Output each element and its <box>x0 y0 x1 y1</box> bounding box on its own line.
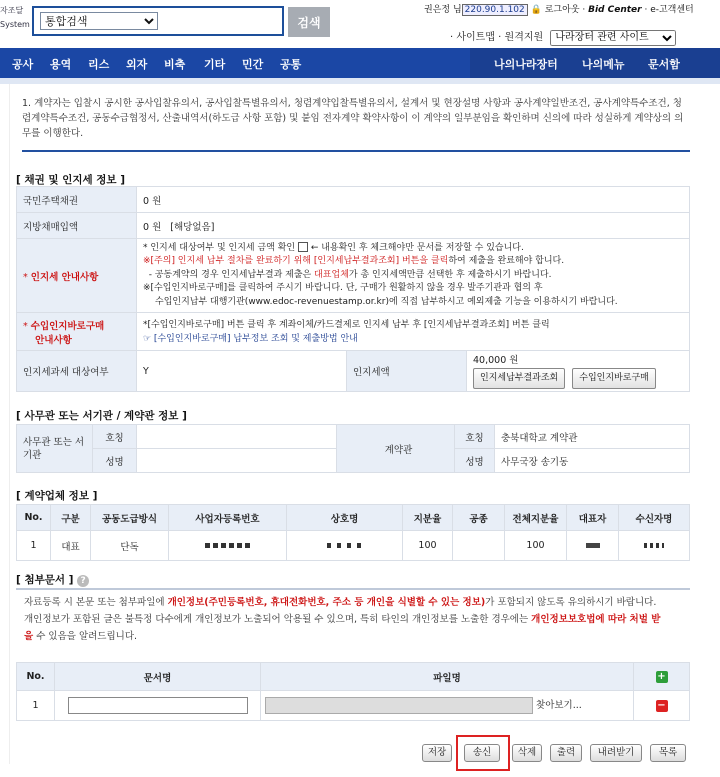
stamp-label-cell: * 인지세 안내사항 <box>17 239 137 313</box>
col-header: 사업자등록번호 <box>169 505 287 531</box>
left-gutter <box>0 84 10 764</box>
cell: 대표 <box>51 531 91 561</box>
add-cell <box>634 663 690 691</box>
nav-underline <box>0 78 720 84</box>
col-header: 공동도급방식 <box>91 505 169 531</box>
office-table <box>16 424 690 473</box>
confirm-checkbox[interactable] <box>298 242 308 252</box>
bidcenter-link[interactable]: Bid Center <box>588 5 642 15</box>
stamp-line3a: - 공동계약의 경우 인지세납부결과 제출은 <box>148 269 312 280</box>
user-name: 권은정 님 <box>424 5 462 15</box>
nav-item[interactable]: 리스 <box>88 58 110 71</box>
target-label: 인지세과세 대상여부 <box>17 351 137 392</box>
nav-item[interactable]: 공사 <box>12 58 34 71</box>
download-button[interactable]: 내려받기 <box>590 744 642 762</box>
cell: 100 <box>403 531 453 561</box>
stamp-label: 인지세 안내사항 <box>30 271 99 283</box>
local-value: 0 원 [해당없음] <box>137 213 690 239</box>
util-bar-2: · 사이트맵 · 원격지원 나라장터 관련 사이트 <box>450 28 720 46</box>
office-section-title: [ 사무관 또는 서기관 / 계약관 정보 ] <box>16 410 187 422</box>
col-header: 대표자 <box>567 505 619 531</box>
col-header: 전체지분율 <box>505 505 567 531</box>
nav-my-menu[interactable]: 나의메뉴 <box>582 58 625 71</box>
stamp-line3c: 가 총 인지세액만큼 선택한 후 제출하시기 바랍니다. <box>348 269 552 280</box>
print-button[interactable]: 출력 <box>550 744 582 762</box>
logo-subtext: System <box>0 20 30 29</box>
search-category-select[interactable] <box>40 12 158 30</box>
stamp-line2b: [인지세납부결과조회] 버튼을 클릭 <box>313 256 449 267</box>
buy-info <box>137 313 690 351</box>
privacy-l1a: 자료등록 시 본문 또는 첨부파일에 <box>24 597 168 608</box>
privacy-l1b: 개인정보(주민등록번호, 휴대전화번호, 주소 등 개인을 식별할 수 있는 정보) <box>167 597 486 608</box>
stamp-line3b: 대표업체 <box>314 269 349 280</box>
doc-name-cell <box>55 691 261 721</box>
customer-center-link[interactable]: e-고객센터 <box>650 5 694 15</box>
buy-label-cell: * 수입인지바로구매 안내사항 <box>17 313 137 351</box>
stamp-info <box>137 239 690 313</box>
cell: 단독 <box>91 531 169 561</box>
nav-my-nara[interactable]: 나의나라장터 <box>494 58 558 71</box>
contract-notice: 1. 계약자는 입찰시 공시한 공사입찰유의서, 공사입찰특별유의서, 청렴계약입찰특별유의서, 설계서 및 현장설명 사항과 공사계약일반조건, 공사계약특수조건, 청렴계약특수조건, 공동수급협정서, 산출내역서(하도급 사항 포함) 및 붙임 전자계약 확약사항이 이 계약의 일부분임을 확인하며 신의에 따라 성실하게 계약상의 의무를 이행한다. <box>22 98 684 139</box>
search-button[interactable]: 검색 <box>288 7 330 37</box>
stamp-line1b: ← 내용확인 후 체크해야만 문서를 저장할 수 있습니다. <box>310 242 524 253</box>
amount-value: 40,000 원 <box>473 355 519 366</box>
stamp-line2a: ※[주의] 인지세 납부 절차를 완료하기 위해 <box>143 256 311 267</box>
company-section-title: [ 계약업체 정보 ] <box>16 490 98 502</box>
amount-label: 인지세액 <box>347 351 467 392</box>
stamp-line1a: * 인지세 대상여부 및 인지세 금액 확인 <box>143 242 296 253</box>
cell <box>453 531 505 561</box>
stamp-result-button[interactable]: 인지세납부결과조회 <box>473 368 565 389</box>
officer-name-value <box>137 449 337 473</box>
buy-line1: *[수입인지바로구매] 버튼 클릭 후 계좌이체/카드결제로 인지세 납부 후 [인지세납부결과조회] 버튼 클릭 <box>143 319 550 330</box>
list-button[interactable]: 목록 <box>650 744 686 762</box>
remote-support-link[interactable]: 원격지원 <box>504 32 544 43</box>
privacy-l1c: 가 포함되지 않도록 유의하시기 바랍니다. <box>485 597 657 608</box>
add-file-icon[interactable]: + <box>657 670 666 682</box>
stamp-buy-button[interactable]: 수입인지바로구매 <box>572 368 656 389</box>
col-header: 공종 <box>453 505 505 531</box>
notice-divider <box>22 150 690 152</box>
send-button[interactable]: 송신 <box>464 744 500 762</box>
officer-title-label: 호칭 <box>93 425 137 449</box>
col-header: 상호명 <box>287 505 403 531</box>
redacted-cell <box>169 531 287 561</box>
cell: 1 <box>17 691 55 721</box>
contractor-name-label: 성명 <box>455 449 495 473</box>
col-header: 지분율 <box>403 505 453 531</box>
attach-title-text: [ 첨부문서 ] <box>16 574 74 586</box>
util-links: 권은정 님 220.90.1.102 🔒 로그아웃 · Bid Center · e-고객센터 <box>424 5 694 15</box>
housing-label: 국민주택채권 <box>17 187 137 213</box>
redacted-cell <box>287 531 403 561</box>
logo <box>0 4 28 38</box>
nav-right <box>470 48 720 78</box>
attach-table <box>16 662 690 721</box>
col-header: 문서명 <box>55 663 261 691</box>
nav-item[interactable]: 기타 <box>204 58 226 71</box>
company-table <box>16 504 690 561</box>
nav-document-box[interactable]: 문서함 <box>648 58 680 71</box>
nav-item[interactable]: 용역 <box>50 58 72 71</box>
browse-button[interactable]: 찾아보기... <box>536 700 582 711</box>
logo-text: 자조달 <box>0 6 24 15</box>
amount-cell <box>467 351 690 392</box>
table-row <box>17 531 690 561</box>
file-cell <box>261 691 634 721</box>
nav-item[interactable]: 공통 <box>280 58 302 71</box>
local-label: 지방채매입액 <box>17 213 137 239</box>
nav-item[interactable]: 민간 <box>242 58 264 71</box>
remove-file-icon[interactable]: − <box>657 699 666 711</box>
nav-item[interactable]: 외자 <box>126 58 148 71</box>
privacy-notice <box>16 588 690 646</box>
related-sites-select[interactable] <box>550 30 676 46</box>
buy-guide-link[interactable]: ☞ [수입인지바로구매] 납부정보 조회 및 제출방법 안내 <box>143 333 358 344</box>
top-header <box>0 0 720 48</box>
redacted-cell <box>567 531 619 561</box>
privacy-l3b: 수 있음을 알려드립니다. <box>33 631 138 642</box>
search-box <box>32 6 284 36</box>
bond-table <box>16 186 690 392</box>
redacted-cell <box>619 531 690 561</box>
target-value: Y <box>137 351 347 392</box>
col-header: 수신자명 <box>619 505 690 531</box>
lock-icon: 🔒 <box>530 5 542 15</box>
table-row <box>17 691 690 721</box>
file-path-input[interactable] <box>265 697 533 714</box>
buy-label: 수입인지바로구매 <box>30 320 105 332</box>
officer-name-label: 성명 <box>93 449 137 473</box>
contractor-title-value: 충북대학교 계약관 <box>495 425 690 449</box>
col-header: No. <box>17 663 55 691</box>
remove-cell <box>634 691 690 721</box>
nav-item[interactable]: 비축 <box>164 58 186 71</box>
save-button[interactable]: 저장 <box>422 744 452 762</box>
main-nav <box>0 48 720 78</box>
attach-section-title <box>16 572 89 587</box>
stamp-line4: ※[수입인지바로구매]를 클릭하여 주시기 바랍니다. 단, 구매가 원활하지 않을 경우 발주기관과 협의 후 <box>143 283 543 294</box>
col-header: No. <box>17 505 51 531</box>
highlight-box <box>456 735 510 771</box>
contractor-name-value: 사무국장 송기동 <box>495 449 690 473</box>
doc-name-input[interactable] <box>68 697 248 714</box>
stamp-line5: 수입인지납부 대행기관(www.edoc-revenuestamp.or.kr)에 직접 납부하시고 예외제출 기능을 이용하시기 바랍니다. <box>155 296 618 307</box>
col-header: 구분 <box>51 505 91 531</box>
officer-label: 사무관 또는 서기관 <box>17 425 93 473</box>
cell: 1 <box>17 531 51 561</box>
privacy-l3a: 을 <box>24 631 34 642</box>
buy-label-2: 안내사항 <box>35 334 72 346</box>
privacy-l2b: 개인정보보호법에 따라 처벌 받 <box>531 614 661 625</box>
col-header: 파일명 <box>261 663 634 691</box>
sitemap-link[interactable]: 사이트맵 <box>456 32 495 43</box>
stamp-line2c: 하여 제출을 완료해야 합니다. <box>448 256 565 267</box>
contractor-label: 계약관 <box>337 425 455 473</box>
cell: 100 <box>505 531 567 561</box>
bond-section-title: [ 채권 및 인지세 정보 ] <box>16 174 126 186</box>
ip-address: 220.90.1.102 <box>462 4 528 16</box>
delete-button[interactable]: 삭제 <box>512 744 542 762</box>
help-icon[interactable]: ? <box>77 575 89 587</box>
contractor-title-label: 호칭 <box>455 425 495 449</box>
officer-title-value <box>137 425 337 449</box>
privacy-l2a: 개인정보가 포함된 글은 불특정 다수에게 개인정보가 노출되어 악용될 수 있으며, 특히 타인의 개인정보를 노출한 경우에는 <box>24 614 532 625</box>
logout-link[interactable]: 로그아웃 <box>544 5 580 15</box>
housing-value: 0 원 <box>137 187 690 213</box>
